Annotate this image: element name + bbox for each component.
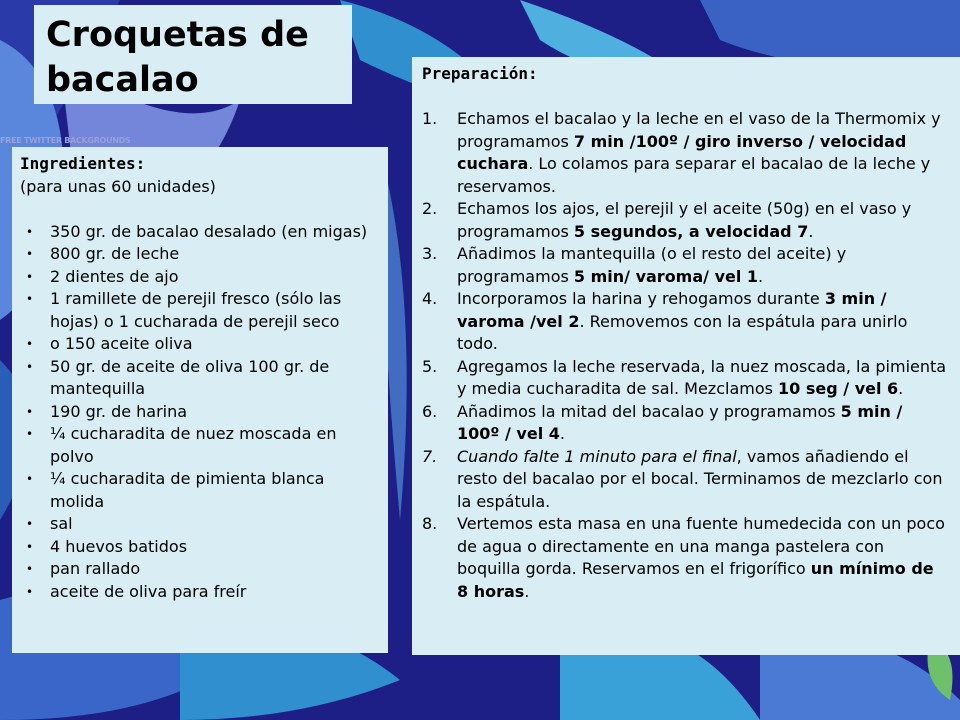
step-number: 7. bbox=[422, 446, 438, 466]
step-emphasis: 5 min/ varoma/ vel 1 bbox=[573, 266, 759, 286]
ingredient-item: • 190 gr. de harina bbox=[20, 401, 380, 424]
step-text: Vertemos esta masa en una fuente humedecida con un poco de agua o directamente en una manga pastelera con boquilla gorda. Reservamos en el frigorífico bbox=[457, 514, 945, 578]
step-number: 3. bbox=[422, 244, 438, 263]
title-panel bbox=[34, 5, 352, 104]
step-number: 2. bbox=[422, 199, 438, 218]
step-number: 5. bbox=[422, 356, 438, 376]
ingredient-item: • 2 dientes de ajo bbox=[20, 266, 380, 289]
preparation-steps bbox=[422, 108, 950, 603]
preparation-step bbox=[422, 513, 950, 603]
step-text: . bbox=[559, 424, 565, 443]
preparation-step bbox=[422, 356, 950, 401]
step-text: . bbox=[524, 581, 530, 601]
ingredient-item: • 800 gr. de leche bbox=[20, 243, 380, 266]
preparation-step bbox=[422, 108, 950, 198]
step-text: Agregamos la leche reservada, la nuez moscada, la pimienta y media cucharadita de sal. Mezclamos bbox=[457, 356, 947, 398]
preparation-heading: Preparación: bbox=[422, 64, 538, 83]
step-text: . Removemos con la espátula para unirlo todo. bbox=[457, 311, 908, 353]
step-emphasis: 10 seg / vel 6 bbox=[778, 379, 899, 398]
ingredient-item: • 1 ramillete de perejil fresco (sólo las hojas) o 1 cucharada de perejil seco bbox=[20, 288, 380, 333]
step-text: . bbox=[898, 379, 904, 398]
step-number: 1. bbox=[422, 109, 438, 128]
step-emphasis: 3 min / varoma /vel 2 bbox=[457, 289, 887, 331]
step-text: Añadimos la mitad del bacalao y programamos bbox=[457, 401, 841, 421]
watermark-text: FREE TWITTER BACKGROUNDS bbox=[0, 136, 131, 145]
ingredient-item: • ¼ cucharadita de nuez moscada en polvo bbox=[20, 423, 380, 468]
preparation-step bbox=[422, 198, 950, 243]
ingredients-list bbox=[20, 221, 380, 604]
step-emphasis: un mínimo de 8 horas bbox=[457, 559, 934, 601]
step-text: , vamos añadiendo el resto del bacalao por el bocal. Terminamos de mezclarlo con la espátula. bbox=[457, 446, 943, 511]
ingredient-item: • aceite de oliva para freír bbox=[20, 581, 380, 604]
step-text: Cuando falte 1 minuto para el final bbox=[457, 446, 737, 466]
ingredient-item: • sal bbox=[20, 513, 380, 536]
step-emphasis: 5 min / 100º / vel 4 bbox=[457, 401, 903, 443]
step-emphasis: 7 min /100º / giro inverso / velocidad cuchara bbox=[457, 131, 907, 173]
step-emphasis: 5 segundos, a velocidad 7 bbox=[573, 221, 809, 241]
preparation-panel bbox=[412, 57, 960, 655]
preparation-step bbox=[422, 401, 950, 446]
preparation-step bbox=[422, 288, 950, 356]
ingredient-item: • 50 gr. de aceite de oliva 100 gr. de mantequilla bbox=[20, 356, 380, 401]
step-text: Añadimos la mantequilla (o el resto del aceite) y programamos bbox=[457, 244, 847, 286]
preparation-step bbox=[422, 243, 950, 288]
ingredient-item: • 350 gr. de bacalao desalado (en migas) bbox=[20, 221, 380, 244]
step-text: Echamos los ajos, el perejil y el aceite (50g) en el vaso y programamos bbox=[457, 199, 912, 241]
step-number: 8. bbox=[422, 514, 438, 533]
step-text: . Lo colamos para separar el bacalao de la leche y reservamos. bbox=[457, 154, 931, 196]
step-text: Echamos el bacalao y la leche en el vaso de la Thermomix y programamos bbox=[457, 109, 941, 151]
step-number: 4. bbox=[422, 289, 438, 308]
step-text: . bbox=[758, 266, 764, 286]
ingredients-heading: Ingredientes: bbox=[20, 154, 146, 173]
preparation-step bbox=[422, 446, 950, 514]
step-text: Incorporamos la harina y rehogamos durante bbox=[457, 289, 825, 308]
ingredient-item: • o 150 aceite oliva bbox=[20, 333, 380, 356]
step-text: . bbox=[808, 221, 814, 241]
ingredient-item: • pan rallado bbox=[20, 558, 380, 581]
ingredients-subheading: (para unas 60 unidades) bbox=[20, 176, 216, 196]
step-number: 6. bbox=[422, 401, 438, 421]
ingredient-item: • ¼ cucharadita de pimienta blanca molida bbox=[20, 468, 380, 513]
ingredients-panel bbox=[12, 147, 388, 653]
page-title: Croquetas de bacalao bbox=[46, 15, 309, 100]
ingredient-item: • 4 huevos batidos bbox=[20, 536, 380, 559]
